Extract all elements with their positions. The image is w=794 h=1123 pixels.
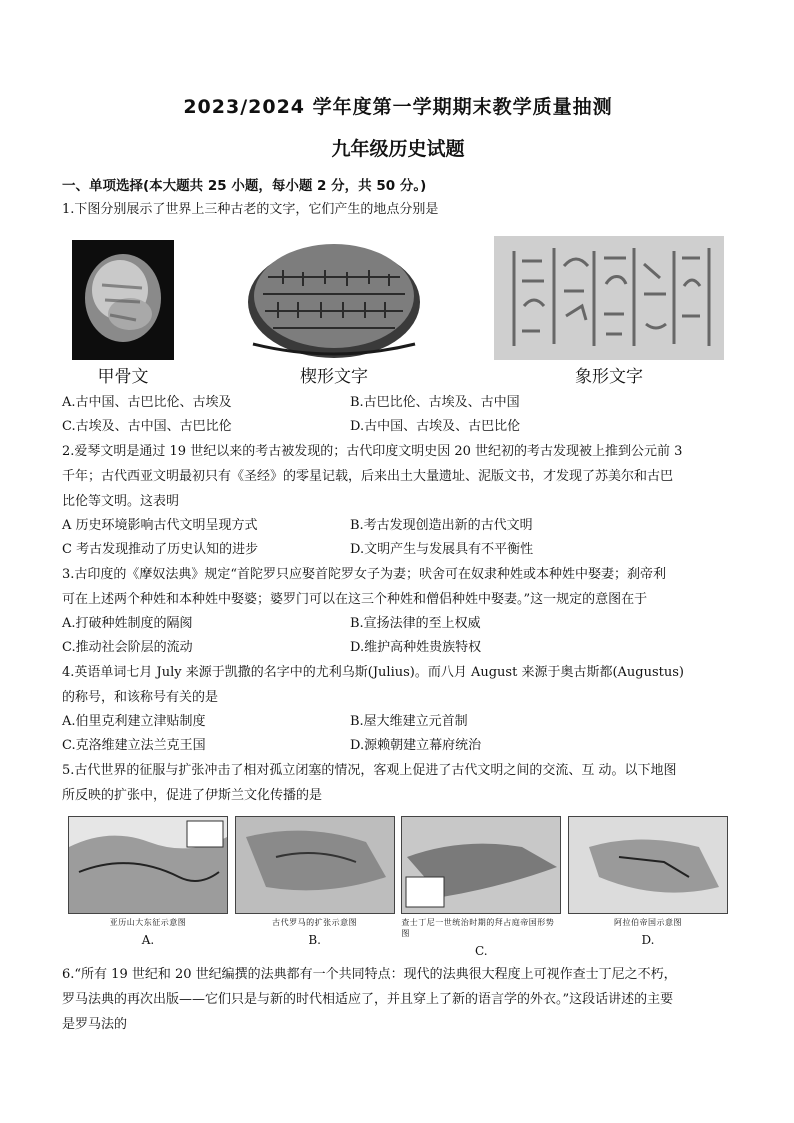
- question-5-line-2: 所反映的扩张中，促进了伊斯兰文化传播的是: [62, 788, 323, 803]
- figure-cuneiform: [243, 232, 425, 387]
- cuneiform-tablet-image: [243, 232, 425, 360]
- question-3-line-2: 可在上述两个种姓和本种姓中娶婆；婆罗门可以在这三个种姓和僧侣种姓中娶妻。”这一规定的意图在于: [62, 592, 648, 607]
- option-c: C.克洛维建立法兰克王国: [62, 738, 206, 753]
- option-a: A 历史环境影响古代文明呈现方式: [62, 518, 258, 533]
- question-4-options: [62, 710, 734, 758]
- map-b: [235, 816, 395, 958]
- option-b: B.屋大维建立元首制: [350, 714, 468, 729]
- exam-title: 2023/2024 学年度第一学期期末教学质量抽测: [183, 96, 613, 118]
- option-a: A.打破种姓制度的隔阂: [62, 616, 193, 631]
- question-2-line-3: 比伦等文明。这表明: [62, 494, 180, 509]
- question-2-line-1: 2.爱琴文明是通过 19 世纪以来的考古被发现的；古代印度文明史因 20 世纪初的考古发现被上推到公元前 3: [62, 444, 683, 459]
- map-arab-image: [568, 816, 728, 914]
- caption-cuneiform: 楔形文字: [300, 367, 368, 387]
- question-2-line-2: 千年；古代西亚文明最初只有《圣经》的零星记载，后来出土大量遗址、泥版文书，才发现了苏美尔和古巴: [62, 469, 674, 484]
- map-alexander-image: [68, 816, 228, 914]
- map-d: [568, 816, 728, 958]
- option-d: D.源赖朝建立幕府统治: [350, 738, 482, 753]
- option-d: D.维护高种姓贵族特权: [350, 640, 482, 655]
- map-c: [401, 816, 561, 958]
- map-a-letter: A.: [141, 933, 155, 947]
- hieroglyph-image: [494, 236, 724, 360]
- map-b-caption: 古代罗马的扩张示意图: [272, 918, 358, 927]
- exam-page: [62, 92, 734, 1037]
- map-c-letter: C.: [475, 944, 488, 958]
- option-c: C.古埃及、古中国、古巴比伦: [62, 419, 232, 434]
- question-4-line-1: 4.英语单词七月 July 来源于凯撒的名字中的尤利乌斯(Julius)。而八月 August 来源于奥古斯都(Augustus): [62, 665, 684, 680]
- question-5-maps: [68, 816, 728, 958]
- question-1-options: [62, 391, 734, 439]
- option-c: C 考古发现推动了历史认知的进步: [62, 542, 259, 557]
- map-a-caption: 亚历山大东征示意图: [109, 918, 187, 927]
- map-b-letter: B.: [308, 933, 321, 947]
- figure-hieroglyph: [494, 236, 724, 387]
- question-4-line-2: 的称号，和该称号有关的是: [62, 690, 219, 705]
- option-a: A.古中国、古巴比伦、古埃及: [62, 395, 232, 410]
- caption-oracle-bone: 甲骨文: [97, 367, 149, 387]
- exam-subtitle: 九年级历史试题: [331, 138, 465, 160]
- figure-oracle-bone: [72, 240, 174, 387]
- map-d-caption: 阿拉伯帝国示意图: [613, 918, 682, 927]
- map-c-caption: 查士丁尼一世统治时期的拜占庭帝国形势图: [401, 918, 555, 938]
- oracle-bone-image: [72, 240, 174, 360]
- question-1-figures: [72, 230, 724, 387]
- question-6-line-1: 6.“所有 19 世纪和 20 世纪编撰的法典都有一个共同特点：现代的法典很大程度上可视作查士丁尼之不朽，: [62, 967, 677, 982]
- option-d: D.文明产生与发展具有不平衡性: [350, 542, 534, 557]
- question-2-options: [62, 514, 734, 562]
- option-c: C.推动社会阶层的流动: [62, 640, 193, 655]
- section-heading: 一、单项选择(本大题共 25 小题，每小题 2 分，共 50 分。): [62, 178, 427, 194]
- question-5-line-1: 5.古代世界的征服与扩张冲击了相对孤立闭塞的情况，客观上促进了古代文明之间的交流、互 动。以下地图: [62, 763, 677, 778]
- map-rome-image: [235, 816, 395, 914]
- map-a: [68, 816, 228, 958]
- map-byzantine-image: [401, 816, 561, 914]
- question-1-stem: 1.下图分别展示了世界上三种古老的文字，它们产生的地点分别是: [62, 202, 439, 217]
- option-b: B.古巴比伦、古埃及、古中国: [350, 395, 520, 410]
- option-b: B.考古发现创造出新的古代文明: [350, 518, 533, 533]
- question-6-line-2: 罗马法典的再次出版——它们只是与新的时代相适应了，并且穿上了新的语言学的外衣。”这段话讲述的主要: [62, 992, 674, 1007]
- option-d: D.古中国、古埃及、古巴比伦: [350, 419, 521, 434]
- question-3-options: [62, 612, 734, 660]
- question-6-line-3: 是罗马法的: [62, 1017, 128, 1032]
- option-a: A.伯里克利建立津贴制度: [62, 714, 206, 729]
- map-d-letter: D.: [641, 933, 655, 947]
- caption-hieroglyph: 象形文字: [575, 367, 643, 387]
- option-b: B.宣扬法律的至上权威: [350, 616, 481, 631]
- question-3-line-1: 3.古印度的《摩奴法典》规定“首陀罗只应娶首陀罗女子为妻；吠舍可在奴隶种姓或本种姓中娶妻；刹帝利: [62, 567, 667, 582]
